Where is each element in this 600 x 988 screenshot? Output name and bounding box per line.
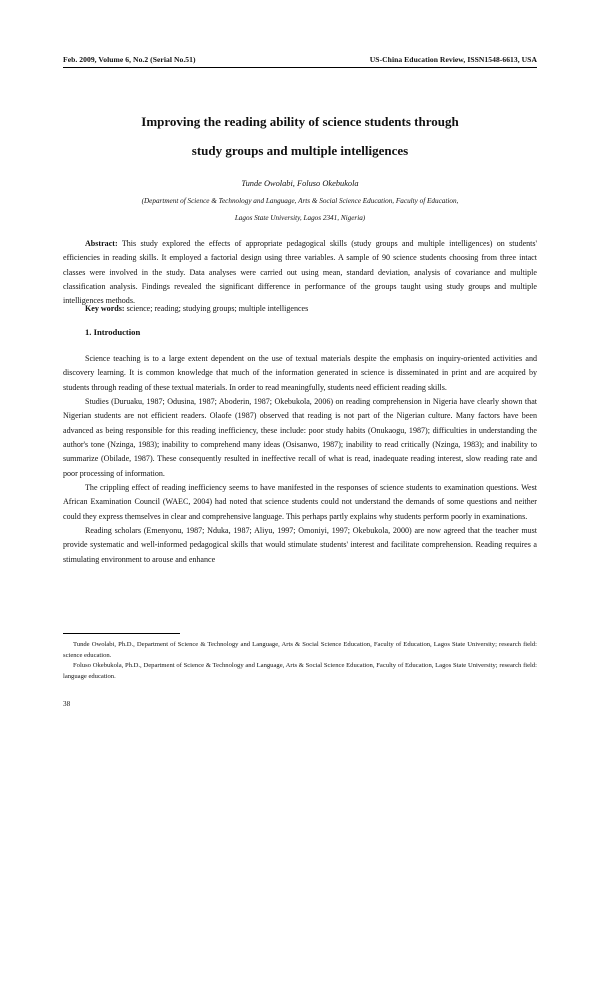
running-header	[63, 55, 537, 64]
paragraph: The crippling effect of reading inefficiency seems to have manifested in the responses of science students to examination questions. West African Examination Council (WAEC, 2004) had noted that science students could not understand the demands of some questions and neither could they express themselves in clear and comprehensive language. This perhaps partly explains why students perform poorly in examinations.	[63, 483, 537, 521]
paper-title	[63, 107, 537, 165]
footnote: Foluso Okebukola, Ph.D., Department of Science & Technology and Language, Arts & Social Science Education, Faculty of Education, Lagos State University; research field: language education.	[63, 662, 537, 680]
section-heading: 1. Introduction	[85, 327, 141, 337]
abstract-text: This study explored the effects of appropriate pedagogical skills (study groups and multiple intelligences) on students' efficiencies in reading skills. It employed a factorial design using three variables. A sample of 90 science students choosing from three intact classes were involved in the study. Data analyses were carried out using mean, standard deviation, analysis of covariance and multiple classification analysis. Findings revealed the significant difference in performance of the groups taught using study groups and multiple intelligences methods.	[63, 239, 538, 306]
footnote: Tunde Owolabi, Ph.D., Department of Science & Technology and Language, Arts & Social Science Education, Faculty of Education, Lagos State University; research field: science education.	[63, 641, 537, 659]
keywords-text: science; reading; studying groups; multiple intelligences	[126, 304, 309, 313]
paragraph: Science teaching is to a large extent dependent on the use of textual materials despite the emphasis on inquiry-oriented activities and discovery learning. It is common knowledge that much of the information generated in science is disseminated in print and are acquired by students through reading of these textual materials. In order to read meaningfully, students need efficient reading skills.	[63, 354, 537, 392]
footnotes	[63, 640, 537, 682]
header-rule	[63, 67, 537, 68]
title-line-1: Improving the reading ability of science students through	[141, 114, 459, 129]
page-number: 38	[63, 700, 71, 708]
journal-name: US-China Education Review, ISSN1548-6613, USA	[369, 55, 537, 64]
journal-issue: Feb. 2009, Volume 6, No.2 (Serial No.51)	[63, 55, 196, 64]
introduction-body	[63, 352, 537, 567]
affiliation	[63, 193, 537, 227]
abstract	[63, 237, 537, 309]
paragraph: Reading scholars (Emenyonu, 1987; Nduka, 1987; Aliyu, 1997; Omoniyi, 1997; Okebukola, 2000) are now agreed that the teacher must provide systematic and well-informed pedagogical skills that would stimulate students' interest and facilitate comprehension. Reading requires a stimulating environment to arouse and enhance	[63, 526, 537, 564]
authors: Tunde Owolabi, Foluso Okebukola	[241, 179, 359, 188]
title-line-2: study groups and multiple intelligences	[191, 143, 409, 158]
affiliation-line-1: (Department of Science & Technology and Language, Arts & Social Science Education, Faculty of Education,	[141, 197, 459, 205]
paragraph: Studies (Duruaku, 1987; Odusina, 1987; Aboderin, 1987; Okebukola, 2006) on reading comprehension in Nigeria have clearly shown that Nigerian students are not efficient readers. Olaofe (1987) observed that reading is not part of the Nigerian culture. Many factors have been advanced as being responsible for this reading inefficiency, these include: poor study habits (Onukaogu, 1987); difficulties in understanding the author's tone (Nzinga, 1983); inability to comprehend many ideas (Osisanwo, 1987); inability to read critically (Nzinga, 1983); and inability to summarize (Obilade, 1987). These consequently resulted in ineffective recall of what is read, inadequate reading interest, slow reading rate and poor processing of information.	[63, 397, 537, 478]
keywords	[63, 302, 537, 316]
keywords-label: Key words:	[85, 304, 125, 313]
abstract-label: Abstract:	[85, 239, 118, 248]
footnote-rule	[63, 633, 180, 634]
affiliation-line-2: Lagos State University, Lagos 2341, Nigeria)	[234, 214, 366, 222]
